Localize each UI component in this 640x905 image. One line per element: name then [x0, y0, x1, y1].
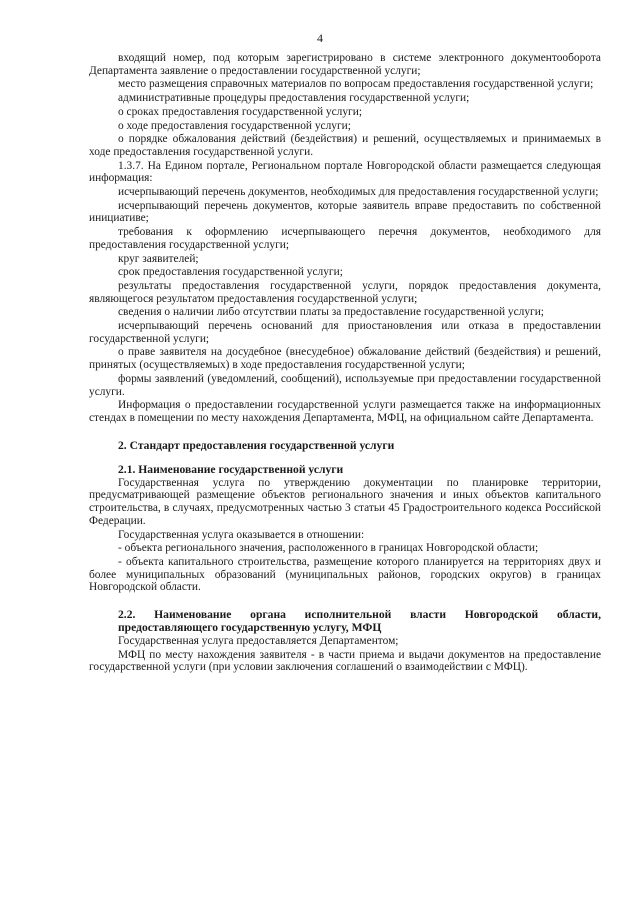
paragraph: результаты предоставления государственной услуги, порядок предоставления документа, являющегося результатом предоставления государственной услуги; [89, 279, 601, 305]
subsection-heading: 2.1. Наименование государственной услуги [118, 462, 344, 476]
paragraph: Информация о предоставлении государственной услуги размещается также на информационных стендах в помещении по месту нахождения Департамента, МФЦ, на официальном сайте Департамента. [89, 399, 601, 424]
paragraph: о ходе предоставления государственной услуги; [118, 119, 351, 132]
paragraph: - объекта регионального значения, расположенного в границах Новгородской области; [118, 542, 539, 555]
paragraph: Государственная услуга по утверждению документации по планировке территории, предусматривающей размещение объектов регионального значения и иных объектов капитального строительства, в случаях, предусмотренных частью 3 статьи 45 Градостроительного кодекса Российской Федерации. [89, 476, 601, 527]
paragraph: сведения о наличии либо отсутствии платы за предоставление государственной услуги; [118, 306, 544, 319]
paragraph: - объекта капитального строительства, размещение которого планируется на территориях двух и более муниципальных образований (муниципальных районов, городских округов) в границах Новгородской области. [89, 555, 601, 594]
paragraph: административные процедуры предоставления государственной услуги; [118, 92, 470, 105]
subsection-heading: 2.2. Наименование органа исполнительной власти Новгородской области, предоставляющего государственную услугу, МФЦ [118, 608, 601, 635]
paragraph: место размещения справочных материалов по вопросам предоставления государственной услуги; [118, 78, 594, 91]
paragraph: Государственная услуга предоставляется Департаментом; [118, 635, 399, 648]
paragraph: исчерпывающий перечень документов, которые заявитель вправе предоставить по собственной инициативе; [89, 199, 601, 225]
document-body [89, 52, 601, 674]
paragraph: Государственная услуга оказывается в отношении: [118, 528, 365, 541]
paragraph: МФЦ по месту нахождения заявителя - в части приема и выдачи документов на предоставление государственной услуги (при условии заключения соглашений о взаимодействии с МФЦ). [89, 648, 601, 674]
paragraph: 1.3.7. На Едином портале, Региональном портале Новгородской области размещается следующая информация: [89, 159, 601, 185]
paragraph: круг заявителей; [118, 252, 199, 265]
page-number: 4 [317, 31, 323, 45]
paragraph: о сроках предоставления государственной услуги; [118, 105, 362, 118]
paragraph: исчерпывающий перечень оснований для приостановления или отказа в предоставлении государственной услуги; [89, 320, 601, 345]
paragraph: о праве заявителя на досудебное (внесудебное) обжалование действий (бездействия) и решений, принятых (осуществляемых) в ходе предоставления государственной услуги; [89, 346, 601, 372]
paragraph: о порядке обжалования действий (бездействия) и решений, осуществляемых и принимаемых в ходе предоставления государственной услуги. [89, 133, 601, 158]
paragraph: формы заявлений (уведомлений, сообщений), используемые при предоставлении государственной услуги. [89, 372, 601, 398]
paragraph: срок предоставления государственной услуги; [118, 266, 343, 279]
paragraph: входящий номер, под которым зарегистрировано в системе электронного документооборота Департамента заявление о предоставлении государственной услуги; [89, 52, 601, 77]
paragraph: требования к оформлению исчерпывающего перечня документов, необходимого для предоставления государственной услуги; [89, 226, 601, 251]
paragraph: исчерпывающий перечень документов, необходимых для предоставления государственной услуги; [118, 186, 599, 199]
section-heading: 2. Стандарт предоставления государственной услуги [118, 438, 395, 452]
